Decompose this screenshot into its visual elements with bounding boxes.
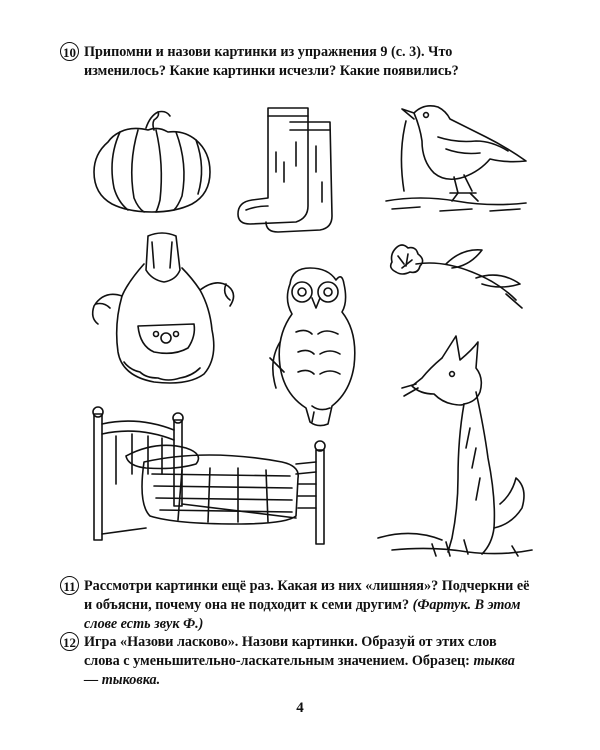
- exercise-text: Рассмотри картинки ещё раз. Какая из них «лишняя»? Подчеркни её и объясни, почему она не подходит к семи другим?: [84, 578, 530, 613]
- exercise-number: 10: [60, 42, 79, 61]
- pumpkin-icon: [88, 108, 216, 218]
- exercise-11: [63, 577, 530, 634]
- exercise-12: [63, 633, 530, 690]
- apron-icon: [88, 230, 238, 388]
- exercise-text: Припомни и назови картинки из упражнения 9 (с. 3). Что изменилось? Какие картинки исчезли? Какие появились?: [84, 44, 459, 79]
- bird-icon: [380, 97, 530, 217]
- fox-icon: [372, 328, 536, 560]
- flower-icon: [382, 238, 532, 312]
- exercise-number: 12: [60, 632, 79, 651]
- exercise-text: Игра «Назови ласково». Назови картинки. Образуй от этих слов слова с уменьшительно-ласкательным значением. Образец:: [84, 634, 497, 669]
- exercise-10: [63, 43, 530, 81]
- page-number: 4: [296, 700, 304, 716]
- exercise-answer: (Фартук. В этом слове есть звук Ф.): [84, 597, 521, 632]
- bed-icon: [86, 404, 338, 554]
- felt-boots-icon: [232, 102, 356, 236]
- exercise-example: тыква — тыковка.: [84, 653, 515, 688]
- exercise-number: 11: [60, 576, 79, 595]
